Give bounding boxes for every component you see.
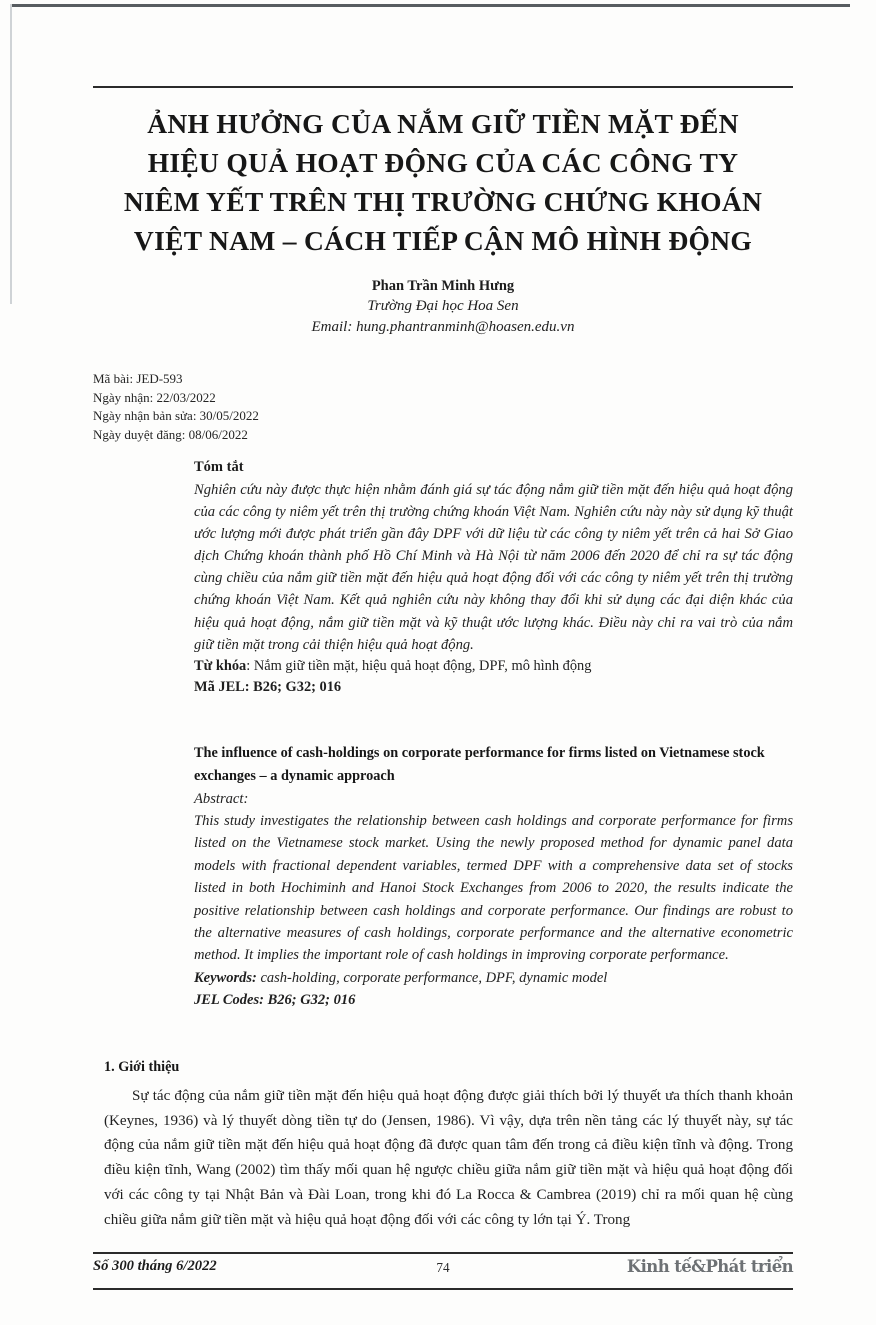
keywords-vi-value: Nắm giữ tiền mặt, hiệu quả hoạt động, DPF, mô hình động: [253, 657, 592, 674]
received-date: Ngày nhận: 22/03/2022: [93, 389, 216, 405]
jel-en-value: B26; G32; 016: [267, 991, 356, 1008]
keywords-en: [194, 967, 793, 989]
abstract-vietnamese: [194, 456, 793, 699]
author-affiliation: Trường Đại học Hoa Sen: [367, 298, 519, 314]
page-content: [93, 0, 793, 1325]
page-title: [93, 104, 793, 260]
section-paragraph-1: Sự tác động của nắm giữ tiền mặt đến hiệu quả hoạt động được giải thích bởi lý thuyết ưa thích thanh khoản (Keynes, 1936) và lý thuyết dòng tiền tự do (Jensen, 1986). Vì vậy, dựa trên nền tảng các lý thuyết này, sự tác động của nắm giữ tiền mặt đến hiệu quả hoạt động đã được quan tâm đến trong cả điều kiện tĩnh và động. Trong điều kiện tĩnh, Wang (2002) tìm thấy mối quan hệ ngược chiều giữa nắm giữ tiền mặt và hiệu quả hoạt động đối với các công ty tại Nhật Bản và Đài Loan, trong khi đó La Rocca & Cambrea (2019) chỉ ra mối quan hệ cùng chiều giữa nắm giữ tiền mặt và hiệu quả hoạt động đối với các công ty lớn tại Ý. Trong: [104, 1088, 793, 1228]
abstract-vi-body: Nghiên cứu này được thực hiện nhằm đánh giá sự tác động nắm giữ tiền mặt đến hiệu quả hoạt động của các công ty niêm yết trên thị trường chứng khoán Việt Nam. Nghiên cứu này này sử dụng kỹ thuật ước lượng mới được phát triển gần đây DPF với dữ liệu từ các công ty niêm yết trên cả hai Sở Giao dịch Chứng khoán thành phố Hồ Chí Minh và Hà Nội từ năm 2006 đến 2020 để chỉ ra sự tác động cùng chiều của nắm giữ tiền mặt đến hiệu quả hoạt động đối với các công ty niêm yết trên thị trường chứng khoán Việt Nam. Kết quả nghiên cứu này không thay đổi khi sử dụng các đại diện khác của hiệu quả hoạt động, nắm giữ tiền mặt và kỹ thuật ước lượng khác. Điều này chỉ ra vai trò của nắm giữ tiền mặt trong cải thiện hiệu quả hoạt động.: [194, 482, 793, 653]
footer-issue: Số 300 tháng 6/2022: [93, 1258, 217, 1274]
keywords-en-label: Keywords:: [194, 969, 257, 986]
footer-page-number: 74: [436, 1260, 450, 1275]
journal-logo: Kinh tế&Phát triển: [626, 1257, 793, 1276]
author-block: [93, 276, 793, 338]
abstract-en-label: Abstract:: [194, 791, 249, 807]
jel-vi-sep: :: [244, 679, 254, 696]
section-heading-1: 1. Giới thiệu: [104, 1059, 180, 1075]
title-line-4: VIỆT NAM – CÁCH TIẾP CẬN MÔ HÌNH ĐỘNG: [133, 225, 753, 256]
footer-divider-bottom: [93, 1288, 793, 1290]
footer-divider-top: [93, 1252, 793, 1254]
author-name: Phan Trần Minh Hưng: [371, 278, 515, 294]
title-line-2: HIỆU QUẢ HOẠT ĐỘNG CỦA CÁC CÔNG TY: [147, 147, 739, 178]
keywords-vi-sep: :: [246, 657, 254, 674]
jel-vi-label: Mã JEL: [194, 679, 245, 696]
title-line-3: NIÊM YẾT TRÊN THỊ TRƯỜNG CHỨNG KHOÁN: [123, 186, 763, 217]
revised-date: Ngày nhận bản sửa: 30/05/2022: [93, 408, 259, 423]
jel-vi-value: B26; G32; 016: [253, 679, 342, 696]
submission-metadata: [93, 370, 259, 444]
manuscript-id: Mã bài: JED-593: [93, 371, 183, 386]
title-line-1: ẢNH HƯỞNG CỦA NẮM GIỮ TIỀN MẶT ĐẾN: [147, 108, 739, 139]
section-introduction: [104, 1056, 793, 1232]
abstract-english: [194, 742, 793, 1011]
keywords-vi-label: Từ khóa: [194, 657, 247, 674]
jel-en-label: JEL Codes:: [194, 991, 264, 1008]
jel-vi: [194, 677, 793, 699]
abstract-en-body: This study investigates the relationship between cash holdings and corporate performance for firms listed on the Vietnamese stock market. Using the newly proposed method for dynamic panel data models with fractional dependent variables, termed DPF with a comprehensive data set of stocks listed in both Hochiminh and Hanoi Stock Exchanges from 2006 to 2020, the results indicate the positive relationship between cash holdings and corporate performance. Our findings are robust to the alternative measures of cash holdings, corporate performance and the alternative econometric method. It implies the important role of cash holdings in improving corporate performance.: [194, 813, 793, 964]
jel-en: [194, 989, 793, 1011]
abstract-en-title: The influence of cash-holdings on corporate performance for firms listed on Vietnamese stock exchanges – a dynamic approach: [194, 745, 765, 784]
page-footer: [93, 1258, 793, 1286]
keywords-en-value: cash-holding, corporate performance, DPF, dynamic model: [260, 969, 608, 986]
accepted-date: Ngày duyệt đăng: 08/06/2022: [93, 426, 248, 442]
scan-edge-left: [10, 4, 12, 304]
keywords-vi: [194, 656, 793, 678]
author-email[interactable]: Email: hung.phantranminh@hoasen.edu.vn: [311, 319, 575, 335]
header-divider: [93, 86, 793, 88]
abstract-vi-heading: Tóm tắt: [194, 459, 244, 475]
